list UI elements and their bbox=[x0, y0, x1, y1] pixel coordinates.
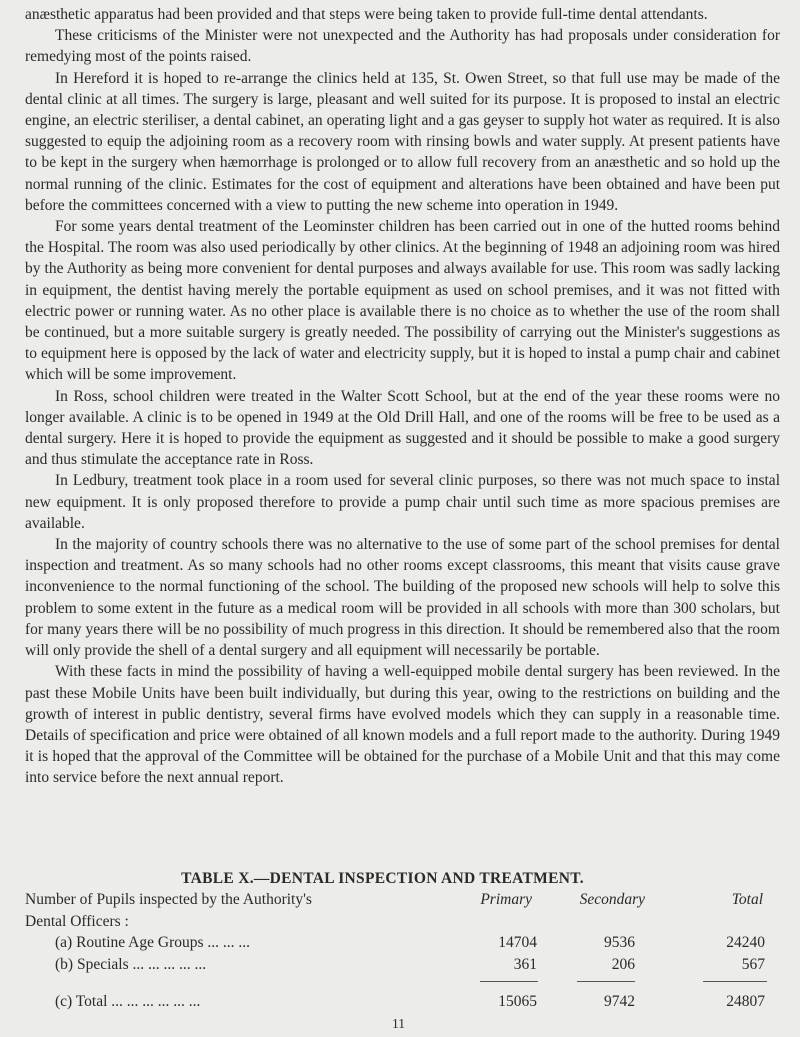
table-title: TABLE X.—DENTAL INSPECTION AND TREATMENT. bbox=[181, 870, 584, 887]
table-header-row bbox=[25, 889, 780, 911]
row-label: (a) Routine Age Groups ... ... ... bbox=[55, 934, 251, 951]
paragraph-ledbury: In Ledbury, treatment took place in a room used for several clinic purposes, so there was not much space to instal new equipment. It is only proposed therefore to provide a pump chair until such time as more spacious premises are available. bbox=[25, 472, 780, 532]
cell-secondary: 206 bbox=[611, 955, 635, 973]
total-row-label: (c) Total ... ... ... ... ... ... bbox=[55, 993, 201, 1010]
total-rules bbox=[25, 975, 780, 991]
table-row bbox=[25, 954, 780, 976]
paragraph-country-schools: In the majority of country schools there was no alternative to the use of some part of the school premises for dental inspection and treatment. As so many schools had no other rooms except classrooms, this meant that visits cause grave inconvenience to the normal functioning of the school. The building of the proposed new schools will help to solve this problem to some extent in the future as a medical room will be provided in all schools with more than 300 scholars, but for many years there will be no possibility of much progress in this direction. It should be remembered also that the room will only provide the shell of a dental surgery and all equipment will necessarily be portable. bbox=[25, 536, 780, 660]
row-label: (b) Specials ... ... ... ... ... bbox=[55, 955, 207, 973]
paragraph-mobile-units: With these facts in mind the possibility of having a well-equipped mobile dental surgery has been reviewed. In the past these Mobile Units have been built individually, but during this year, owing to the restrictions on building and the growth of interest in public dentistry, several firms have evolved models which they can supply in a reasonable time. Details of specification and price were obtained of all known models and a full report made to the authority. During 1949 it is hoped that the approval of the Committee will be obtained for the purchase of a Mobile Unit and that this may come into service before the next annual report. bbox=[25, 663, 780, 787]
column-header-total: Total bbox=[731, 891, 763, 908]
table-header-row-2 bbox=[25, 911, 780, 933]
cell-total: 567 bbox=[741, 955, 765, 973]
rule-total bbox=[703, 981, 767, 982]
table-row bbox=[25, 932, 780, 954]
table-header-label-2: Dental Officers : bbox=[25, 912, 129, 930]
body-text bbox=[25, 4, 780, 789]
paragraph-hereford: In Hereford it is hoped to re-arrange the clinics held at 135, St. Owen Street, so that full use may be made of the dental clinic at all times. The surgery is large, pleasant and well suited for its purpose. It is proposed to instal an electric engine, an electric steriliser, a dental cabinet, an operating light and a gas geyser to supply hot water as required. It is also suggested to equip the adjoining room as a recovery room with rinsing bowls and water supply. At present patients have to be kept in the surgery when hæmorrhage is prolonged or to allow full recovery from an anæsthetic and so hold up the normal running of the clinic. Estimates for the cost of equipment and alterations have been obtained and have been put before the committees concerned with a view to putting the new scheme into operation in 1949. bbox=[25, 69, 780, 214]
column-header-secondary: Secondary bbox=[579, 891, 645, 908]
page-number: 11 bbox=[392, 1016, 405, 1031]
paragraph-criticisms: These criticisms of the Minister were not unexpected and the Authority has had proposals under consideration for remedying most of the points raised. bbox=[25, 27, 780, 66]
cell-secondary: 9536 bbox=[604, 934, 635, 951]
column-header-primary: Primary bbox=[480, 891, 532, 908]
dental-table bbox=[25, 868, 780, 1013]
rule-primary bbox=[480, 981, 538, 982]
cell-primary: 14704 bbox=[498, 934, 537, 951]
table-header-label: Number of Pupils inspected by the Authority's bbox=[25, 891, 312, 908]
paragraph-leominster: For some years dental treatment of the Leominster children has been carried out in one of the hutted rooms behind the Hospital. The room was also used periodically by other clinics. At the beginning of 1948 an adjoining room was hired by the Authority as being more convenient for dental purposes and always available for use. This room was sadly lacking in equipment, the dentist having merely the portable equipment as used on school premises, and it was not fitted with electric power or running water. As no other place is available there is no choice as to whether the use of the room shall be continued, but a more suitable surgery is greatly needed. The possibility of carrying out the Minister's suggestions as to equipment here is opposed by the lack of water and electricity supply, but it is hoped to instal a pump chair and cabinet which will be some improvement. bbox=[25, 218, 780, 384]
paragraph-ross: In Ross, school children were treated in the Walter Scott School, but at the end of the year these rooms were no longer available. A clinic is to be opened in 1949 at the Old Drill Hall, and one of the rooms will be free to be used as a dental surgery. Here it is hoped to provide the equipment as suggested and it should be possible to make a good surgery and thus stimulate the acceptance rate in Ross. bbox=[25, 387, 780, 469]
total-total: 24807 bbox=[726, 993, 765, 1010]
cell-total: 24240 bbox=[726, 934, 765, 951]
cell-primary: 361 bbox=[513, 955, 537, 973]
total-primary: 15065 bbox=[498, 993, 537, 1010]
table-total-row bbox=[25, 991, 780, 1013]
total-secondary: 9742 bbox=[604, 993, 635, 1010]
paragraph-continuation: anæsthetic apparatus had been provided and that steps were being taken to provide full-time dental attendants. bbox=[25, 6, 708, 23]
rule-secondary bbox=[577, 981, 635, 982]
